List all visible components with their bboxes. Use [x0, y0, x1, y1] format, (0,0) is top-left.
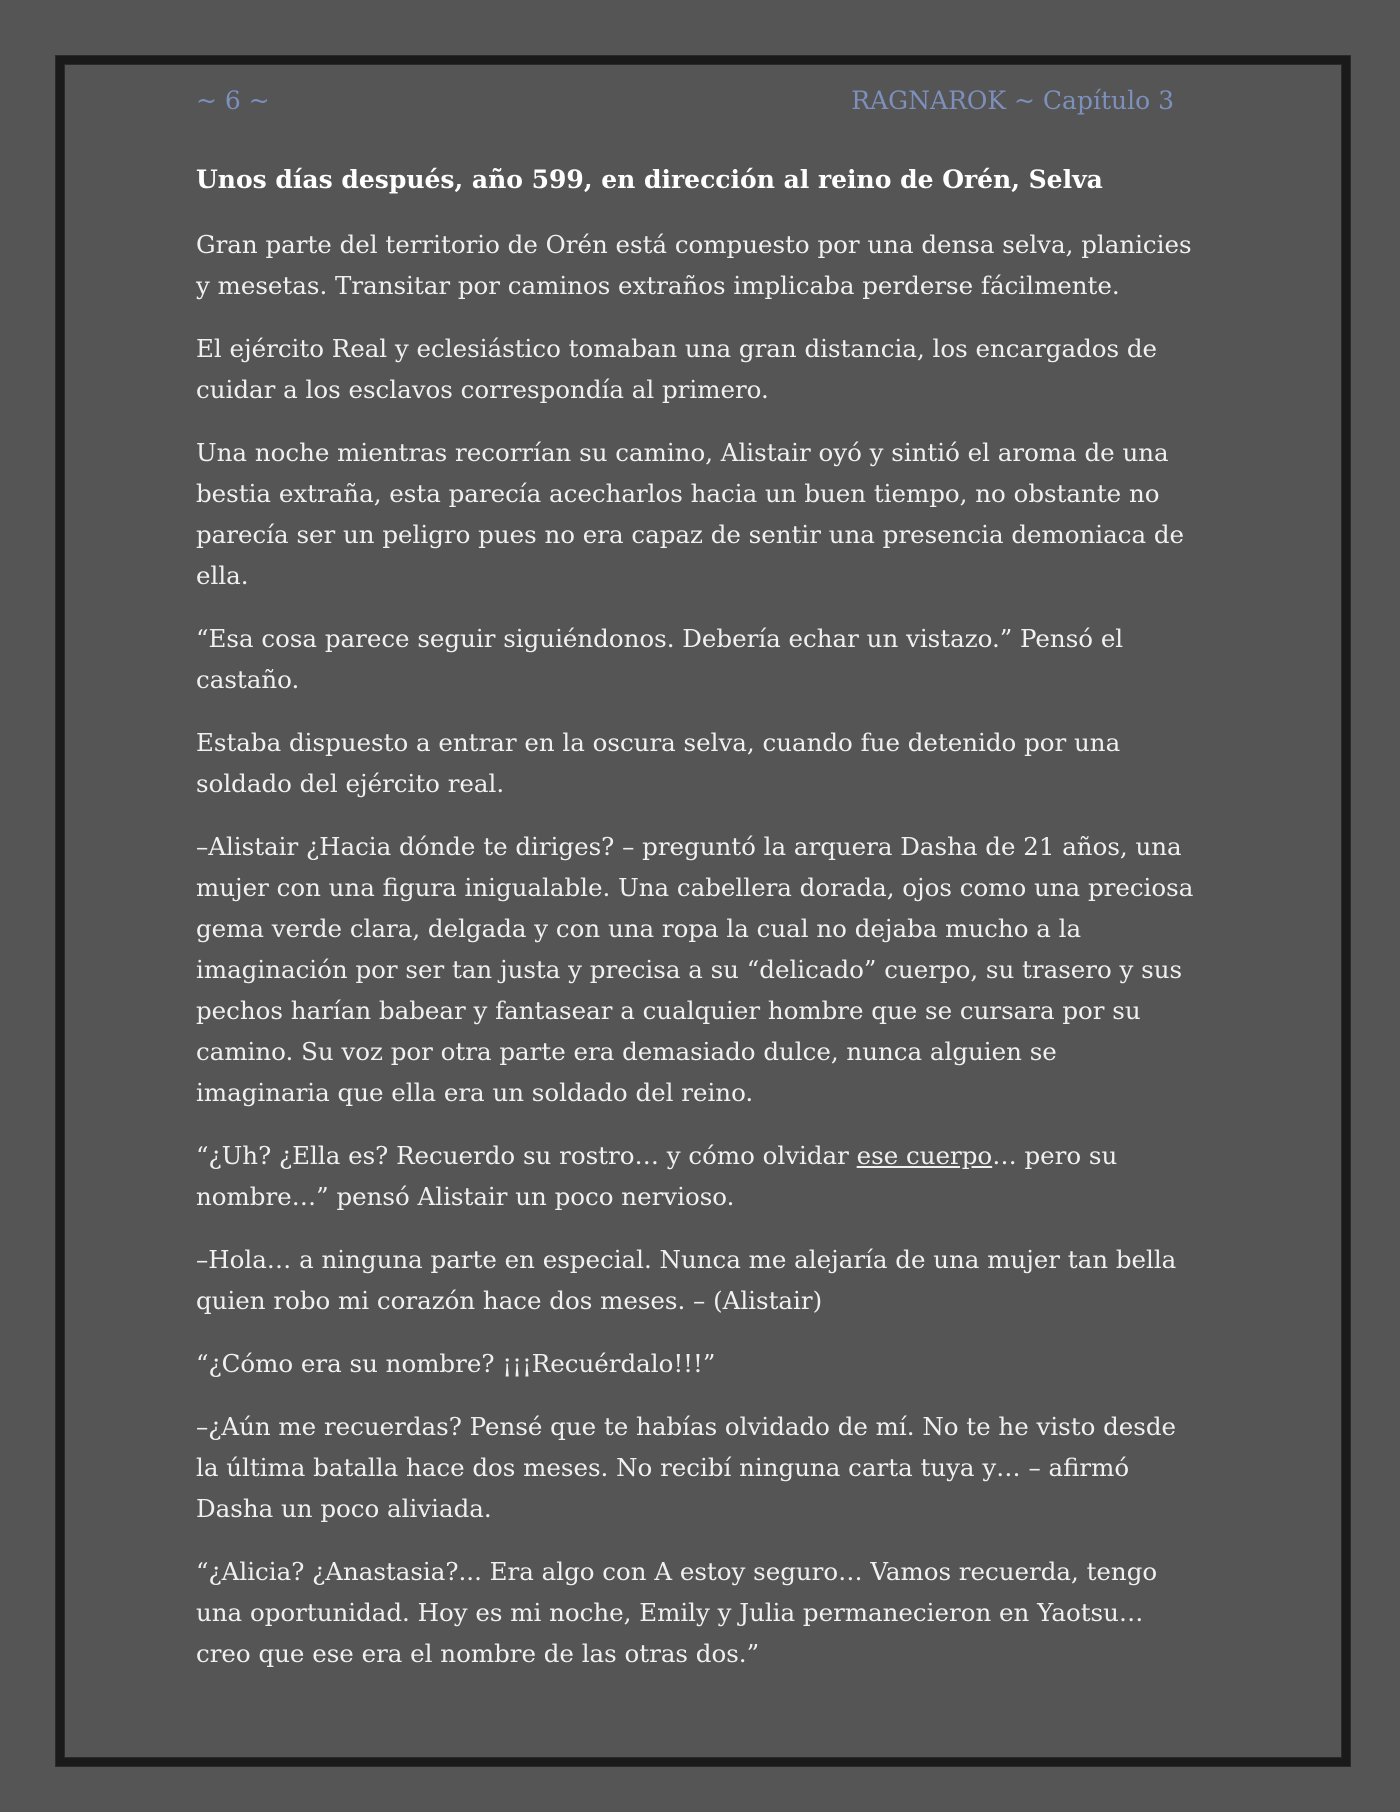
- thought-paragraph: [196, 1135, 1196, 1217]
- paragraph: “¿Cómo era su nombre? ¡¡¡Recuérdalo!!!”: [196, 1349, 716, 1378]
- paragraph: “¿Alicia? ¿Anastasia?... Era algo con A estoy seguro… Vamos recuerda, tengo una oportunidad. Hoy es mi noche, Emily y Julia permanecieron en Yaotsu… creo que ese era el nombre de las otras dos.”: [196, 1557, 1158, 1668]
- thought-text-end: … pero su nombre…” pensó Alistair un poco nervioso.: [196, 1141, 1118, 1211]
- page-number: ~ 6 ~: [196, 85, 270, 115]
- paragraph: El ejército Real y eclesiástico tomaban una gran distancia, los encargados de cuidar a los esclavos correspondía al primero.: [196, 334, 1158, 404]
- paragraph: Una noche mientras recorrían su camino, Alistair oyó y sintió el aroma de una bestia extraña, esta parecía acecharlos hacia un buen tiempo, no obstante no parecía ser un peligro pues no era capaz de sentir una presencia demoniaca de ella.: [196, 438, 1185, 590]
- underlined-phrase: ese cuerpo: [856, 1141, 993, 1170]
- running-title: RAGNAROK ~ Capítulo 3: [851, 85, 1174, 115]
- paragraph: “Esa cosa parece seguir siguiéndonos. Debería echar un vistazo.” Pensó el castaño.: [196, 624, 1124, 694]
- paragraph: –¿Aún me recuerdas? Pensé que te habías olvidado de mí. No te he visto desde la última batalla hace dos meses. No recibí ninguna carta tuya y… – afirmó Dasha un poco aliviada.: [196, 1412, 1177, 1523]
- paragraph: Gran parte del territorio de Orén está compuesto por una densa selva, planicies y mesetas. Transitar por caminos extraños implicaba perderse fácilmente.: [196, 230, 1192, 300]
- thought-text-start: “¿Uh? ¿Ella es? Recuerdo su rostro… y cómo olvidar: [196, 1141, 857, 1170]
- paragraph: –Hola… a ninguna parte en especial. Nunca me alejaría de una mujer tan bella quien robo mi corazón hace dos meses. – (Alistair): [196, 1245, 1177, 1315]
- paragraph: Estaba dispuesto a entrar en la oscura selva, cuando fue detenido por una soldado del ejército real.: [196, 728, 1121, 798]
- chapter-body: [196, 160, 1196, 1696]
- paragraph: –Alistair ¿Hacia dónde te diriges? – preguntó la arquera Dasha de 21 años, una mujer con una figura inigualable. Una cabellera dorada, ojos como una preciosa gema verde clara, delgada y con una ropa la cual no dejaba mucho a la imaginación por ser tan justa y precisa a su “delicado” cuerpo, su trasero y sus pechos harían babear y fantasear a cualquier hombre que se cursara por su camino. Su voz por otra parte era demasiado dulce, nunca alguien se imaginaria que ella era un soldado del reino.: [196, 832, 1194, 1107]
- running-header: [196, 80, 1174, 120]
- section-heading: Unos días después, año 599, en dirección al reino de Orén, Selva: [196, 165, 1103, 194]
